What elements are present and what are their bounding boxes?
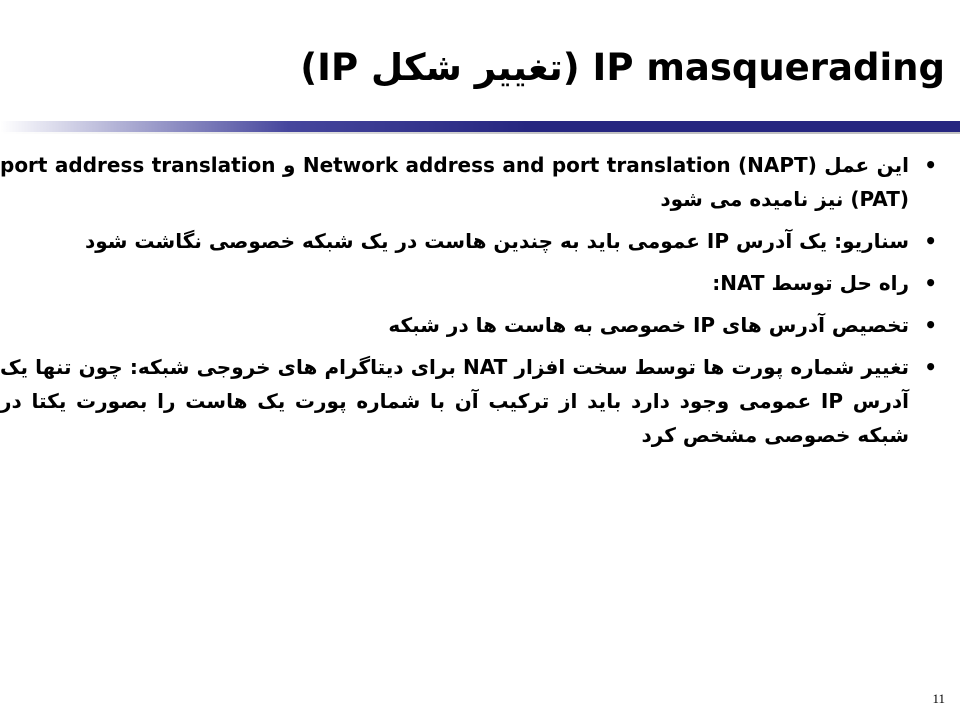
bullet-text: راه حل توسط NAT:: [712, 271, 909, 295]
bullet-text: تغییر شماره پورت ها توسط سخت افزار NAT برای دیتاگرام های خروجی شبکه: چون تنها یک آدرس IP عمومی وجود دارد باید از ترکیب آن با شماره پورت یک هاست را بصورت یکتا در شبکه خصوصی مشخص کرد: [0, 355, 909, 447]
bullet-icon: •: [924, 271, 937, 295]
bullet-text: تخصیص آدرس های IP خصوصی به هاست ها در شبکه: [388, 313, 909, 337]
bullet-icon: •: [924, 153, 937, 177]
bullet-item: [0, 148, 945, 216]
title-divider: [0, 121, 960, 132]
bullet-list: [0, 148, 945, 452]
bullet-item: [0, 224, 945, 258]
slide-title: IP masquerading (تغییر شکل IP): [300, 46, 945, 89]
bullet-icon: •: [924, 229, 937, 253]
bullet-item: [0, 350, 945, 452]
bullet-text: سناریو: یک آدرس IP عمومی باید به چندین هاست در یک شبکه خصوصی نگاشت شود: [84, 229, 909, 253]
bullet-item: [0, 266, 945, 300]
bullet-item: [0, 308, 945, 342]
bullet-icon: •: [924, 313, 937, 337]
page-number: 11: [932, 691, 945, 706]
bullet-text: این عمل Network address and port translation (NAPT) و port address translation (PAT) نیز نامیده می شود: [0, 153, 910, 211]
bullet-icon: •: [924, 355, 937, 379]
title-divider-shadow: [0, 132, 960, 134]
